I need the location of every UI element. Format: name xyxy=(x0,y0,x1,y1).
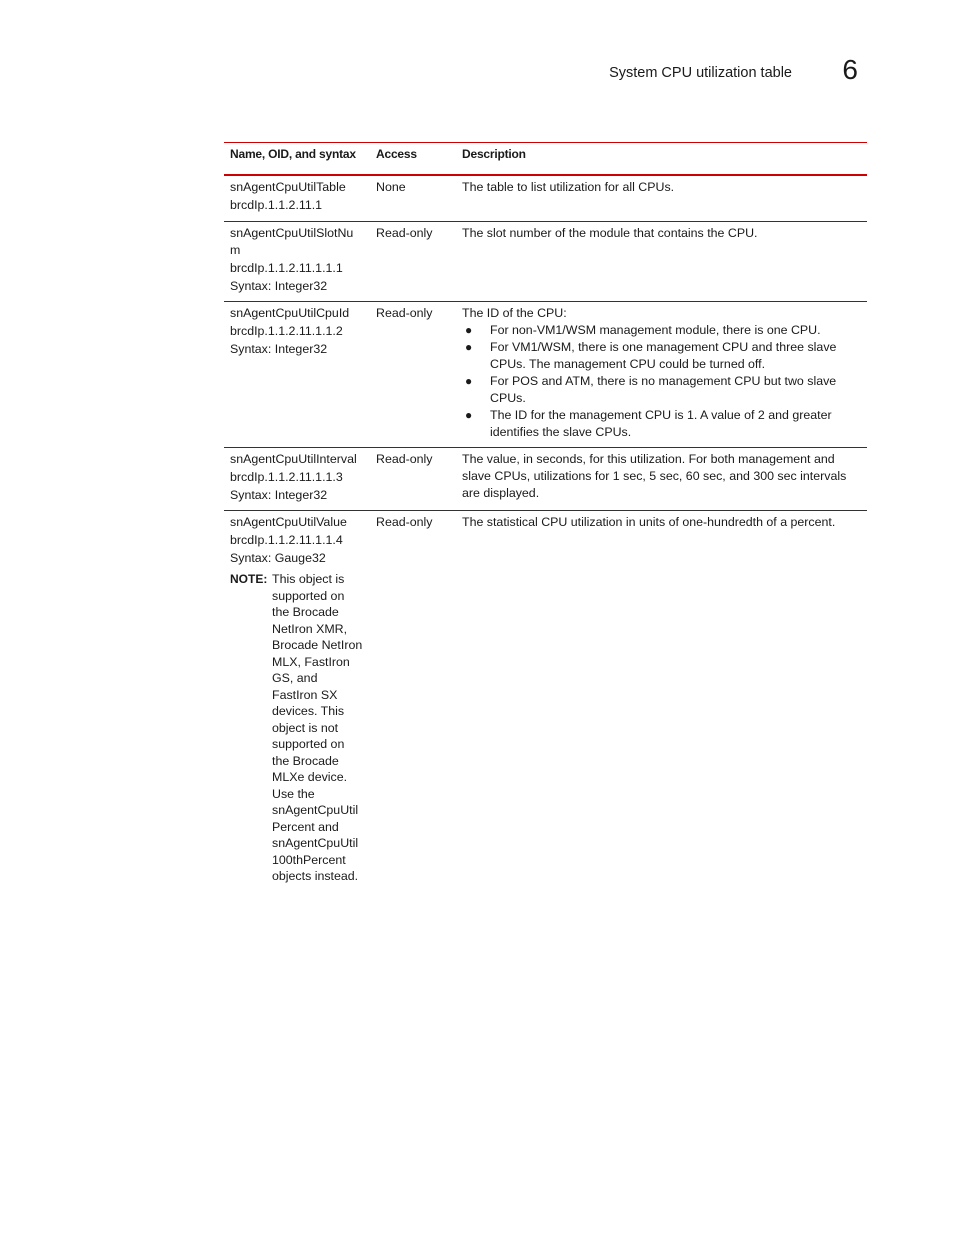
table-row xyxy=(224,302,867,448)
access-cell: Read-only xyxy=(370,222,456,302)
description-cell: The slot number of the module that contains the CPU. xyxy=(456,222,867,302)
object-oid: brcdIp.1.1.2.11.1.1.1 xyxy=(230,261,343,275)
bullet-icon: ● xyxy=(465,340,473,354)
column-header-description: Description xyxy=(456,143,867,176)
note-block xyxy=(230,571,364,885)
bullet-icon: ● xyxy=(465,374,473,388)
description-cell xyxy=(456,302,867,448)
object-oid: brcdIp.1.1.2.11.1.1.3 xyxy=(230,470,343,484)
object-syntax: Syntax: Gauge32 xyxy=(230,551,326,565)
object-oid: brcdIp.1.1.2.11.1 xyxy=(230,198,323,212)
bullet-list xyxy=(462,322,861,441)
bullet-icon: ● xyxy=(465,323,473,337)
description-cell: The table to list utilization for all CPUs. xyxy=(456,175,867,222)
description-cell: The statistical CPU utilization in units of one-hundredth of a percent. xyxy=(462,515,836,529)
object-syntax: Syntax: Integer32 xyxy=(230,342,328,356)
object-name: snAgentCpuUtilValue xyxy=(230,515,347,529)
name-cell xyxy=(224,175,370,222)
column-header-access: Access xyxy=(370,143,456,176)
list-item: ● For POS and ATM, there is no management CPU but two slave CPUs. xyxy=(465,374,837,405)
note-text: This object is supported on the Brocade NetIron XMR, Brocade NetIron MLX, FastIron GS, and FastIron SX devices. This object is not supported on the Brocade MLXe device. Use the snAgentCpuUtil Percent and snAgentCpuUtil 100thPercent objects instead. xyxy=(272,572,363,883)
name-cell xyxy=(224,222,370,302)
table-row xyxy=(224,222,867,302)
description-cell: The value, in seconds, for this utilization. For both management and slave CPUs, utilizations for 1 sec, 5 sec, 60 sec, and 300 sec intervals are displayed. xyxy=(456,448,867,511)
page-header xyxy=(560,56,860,96)
chapter-number: 6 xyxy=(842,54,858,85)
column-header-name: Name, OID, and syntax xyxy=(224,143,370,176)
name-cell xyxy=(224,302,370,448)
object-name: snAgentCpuUtilTable xyxy=(230,180,346,194)
list-item: ● The ID for the management CPU is 1. A value of 2 and greater identifies the slave CPUs. xyxy=(465,408,832,439)
name-cell xyxy=(224,448,370,511)
table-row xyxy=(224,175,867,222)
object-name: snAgentCpuUtilCpuId xyxy=(230,306,350,320)
list-item: ● For VM1/WSM, there is one management CPU and three slave CPUs. The management CPU could be turned off. xyxy=(465,340,837,371)
object-syntax: Syntax: Integer32 xyxy=(230,279,328,293)
object-name: snAgentCpuUtilSlotNu m xyxy=(230,226,354,257)
access-cell: Read-only xyxy=(376,515,433,529)
section-title: System CPU utilization table xyxy=(609,65,792,81)
note-label: NOTE: xyxy=(230,572,268,586)
access-cell: Read-only xyxy=(370,448,456,511)
object-oid: brcdIp.1.1.2.11.1.1.2 xyxy=(230,324,343,338)
table-row xyxy=(224,511,867,891)
table-row xyxy=(224,448,867,511)
description-text: The ID of the CPU: xyxy=(462,306,567,320)
object-syntax: Syntax: Integer32 xyxy=(230,488,328,502)
access-cell: None xyxy=(370,175,456,222)
list-item: ● For non-VM1/WSM management module, there is one CPU. xyxy=(465,323,821,337)
object-name: snAgentCpuUtilInterval xyxy=(230,452,357,466)
name-cell xyxy=(224,511,370,891)
access-cell: Read-only xyxy=(370,302,456,448)
table-header-row xyxy=(224,143,867,176)
mib-object-table xyxy=(224,142,867,891)
object-oid: brcdIp.1.1.2.11.1.1.4 xyxy=(230,533,343,547)
bullet-icon: ● xyxy=(465,408,473,422)
